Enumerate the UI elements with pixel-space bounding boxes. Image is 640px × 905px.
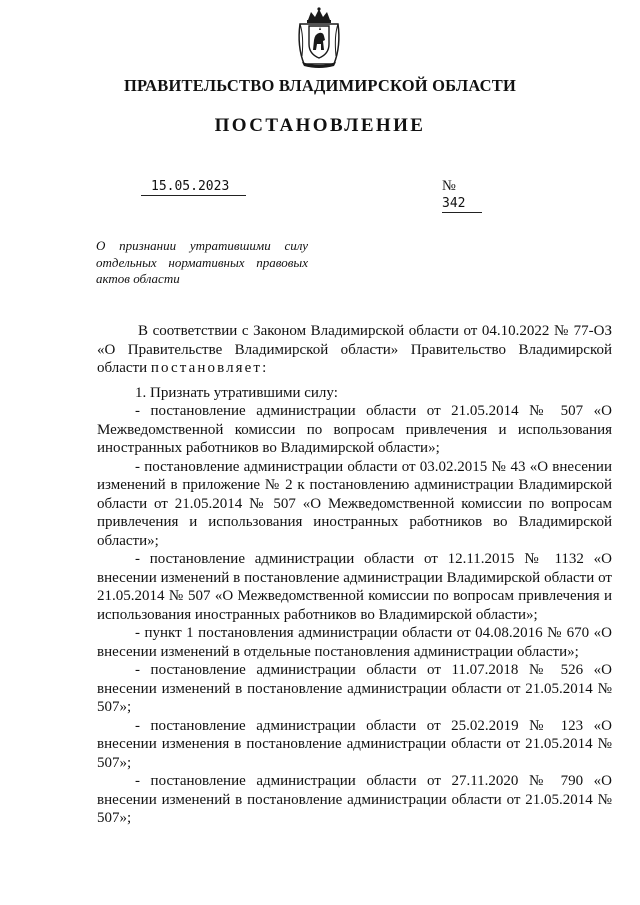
number-sign: №: [442, 178, 456, 194]
coat-of-arms-icon: [294, 6, 344, 68]
document-date: 15.05.2023: [141, 178, 246, 196]
list-item: - пункт 1 постановления администрации области от 04.08.2016 № 670 «О внесении изменений в отдельные постановления администрации области»;: [97, 625, 612, 660]
document-subject: [96, 238, 308, 288]
preamble-paragraph: [97, 322, 612, 378]
government-title: ПРАВИТЕЛЬСТВО ВЛАДИМИРСКОЙ ОБЛАСТИ: [123, 76, 517, 95]
list-item: - постановление администрации области от 25.02.2019 № 123 «О внесении изменения в постановление администрации области от 21.05.2014 № 507»;: [97, 717, 612, 771]
list-item: - постановление администрации области от 03.02.2015 № 43 «О внесении изменений в приложение № 2 к постановлению администрации Владимирской области от 21.05.2014 № 507 «О Межведомственной комиссии по вопросам привлечения и использования иностранных работников во Владимирской области»;: [97, 458, 612, 549]
number-value: 342: [442, 195, 482, 213]
subject-line: О признании утратившими силу: [96, 238, 308, 253]
list-item: - постановление администрации области от 11.07.2018 № 526 «О внесении изменений в постановление администрации области от 21.05.2014 № 507»;: [97, 662, 612, 715]
document-number: [442, 178, 498, 213]
list-item: - постановление администрации области от 12.11.2015 № 1132 «О внесении изменений в постановление администрации Владимирской области от 21.05.2014 № 507 «О Межведомственной комиссии по вопросам привлечения и использования иностранных работников во Владимирской области»;: [97, 551, 612, 623]
document-body: [97, 322, 612, 828]
subject-line: отдельных нормативных правовых: [96, 254, 308, 270]
items-heading: 1. Признать утратившими силу:: [135, 384, 338, 401]
list-item: - постановление администрации области от 27.11.2020 № 790 «О внесении изменений в постановление администрации области от 21.05.2014 № 507»;: [97, 773, 612, 826]
document-type-title: ПОСТАНОВЛЕНИЕ: [214, 115, 426, 136]
preamble-verb: постановляет:: [150, 360, 269, 376]
preamble-text: В соответствии с Законом Владимирской области от 04.10.2022 № 77-ОЗ «О Правительстве Владимирской области» Правительство Владимирской области: [97, 323, 612, 376]
list-item: - постановление администрации области от 21.05.2014 № 507 «О Межведомственной комиссии по вопросам привлечения и использования иностранных работников во Владимирской области»;: [97, 403, 612, 456]
subject-line: актов области: [96, 271, 180, 286]
